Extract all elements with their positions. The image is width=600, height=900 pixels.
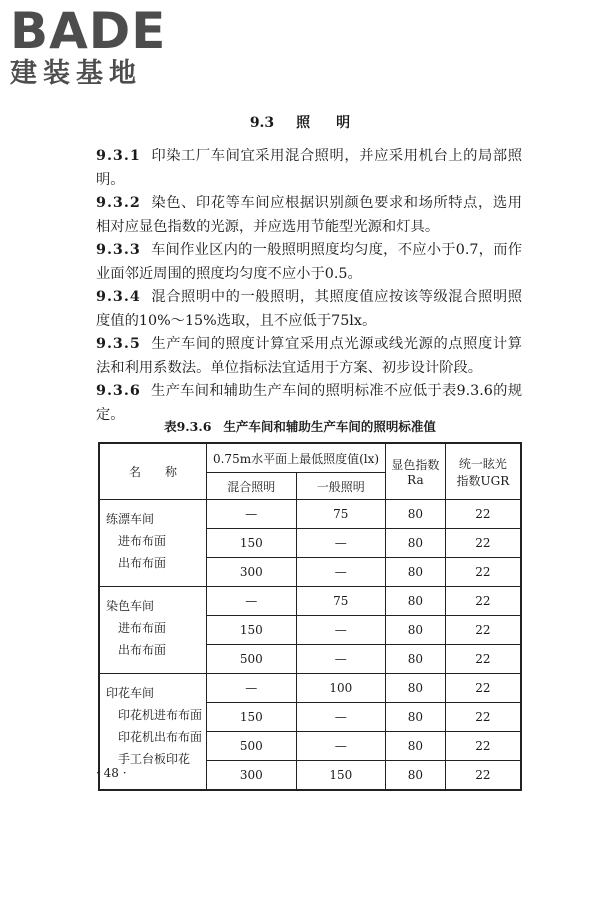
group-name: 染色车间 [106,599,155,613]
clause-9-3-3 [96,239,522,286]
sub-item-name: 印花机进布布面 [106,708,203,722]
section-number: 9.3 [249,115,275,131]
clause-text: 生产车间和辅助生产车间的照明标准不应低于表9.3.6的规定。 [96,383,522,423]
cell-general: 75 [296,500,386,529]
clause-text: 生产车间的照度计算宜采用点光源或线光源的点照度计算法和利用系数法。单位指标法宜适用于方案、初步设计阶段。 [96,336,522,376]
section-title-part-b: 明 [336,115,351,131]
clause-9-3-1 [96,145,522,192]
cell-general: 100 [296,674,386,703]
cell-ra: 80 [386,587,446,616]
cell-mixed: 150 [207,616,297,645]
logo-subtitle: 建装基地 [10,58,142,89]
cell-ugr: 22 [445,529,521,558]
clause-9-3-4 [96,286,522,333]
table-row [99,587,521,616]
cell-mixed: 150 [207,529,297,558]
lighting-standard-table [98,442,522,791]
clause-number: 9.3.6 [96,383,141,399]
cell-general: 150 [296,761,386,791]
clause-text: 混合照明中的一般照明，其照度值应按该等级混合照明照度值的10%～15%选取，且不应低于75lx。 [96,289,522,329]
cell-general: — [296,645,386,674]
cell-mixed: — [207,500,297,529]
cell-mixed: 300 [207,558,297,587]
group-name: 练漂车间 [106,512,155,526]
header-illuminance: 0.75m水平面上最低照度值(lx) [207,443,386,473]
cell-general: — [296,616,386,645]
cell-ra: 80 [386,703,446,732]
cell-ugr: 22 [445,703,521,732]
cell-ugr: 22 [445,616,521,645]
header-mixed: 混合照明 [207,473,297,500]
sub-item-name: 印花机出布布面 [106,730,203,744]
cell-ugr: 22 [445,645,521,674]
header-ugr [445,443,521,500]
section-title [0,112,600,132]
cell-general: — [296,703,386,732]
group-name: 印花车间 [106,686,155,700]
clause-text: 车间作业区内的一般照明照度均匀度，不应小于0.7，而作业面邻近周围的照度均匀度不应小于0.5。 [96,242,522,282]
cell-ra: 80 [386,645,446,674]
clause-9-3-2 [96,192,522,239]
header-general: 一般照明 [296,473,386,500]
cell-ra: 80 [386,674,446,703]
clause-number: 9.3.4 [96,289,141,305]
table-caption-number: 表9.3.6 [164,419,212,434]
cell-mixed: 150 [207,703,297,732]
header-name: 名 称 [99,443,207,500]
cell-general: — [296,529,386,558]
clause-number: 9.3.1 [96,148,141,164]
sub-item-name: 手工台板印花 [106,752,191,766]
clause-number: 9.3.2 [96,195,141,211]
cell-mixed: — [207,587,297,616]
cell-ugr: 22 [445,558,521,587]
cell-mixed: 500 [207,732,297,761]
cell-ra: 80 [386,500,446,529]
cell-ra: 80 [386,558,446,587]
table-row [99,500,521,529]
brand-logo [10,2,180,90]
clause-text: 染色、印花等车间应根据识别颜色要求和场所特点，选用相对应显色指数的光源，并应选用节能型光源和灯具。 [96,195,522,235]
cell-ra: 80 [386,732,446,761]
table-row [99,674,521,703]
cell-general: — [296,558,386,587]
header-ra-line2: Ra [407,473,424,487]
table-caption [0,417,600,435]
header-ra [386,443,446,500]
table-caption-text: 生产车间和辅助生产车间的照明标准值 [223,419,436,434]
cell-ugr: 22 [445,674,521,703]
cell-mixed: 300 [207,761,297,791]
cell-ugr: 22 [445,587,521,616]
header-ugr-line1: 统一眩光 [458,456,507,471]
cell-mixed: — [207,674,297,703]
sub-item-name: 出布布面 [106,643,167,657]
section-title-part-a: 照 [296,115,311,131]
cell-general: — [296,732,386,761]
clause-9-3-5 [96,333,522,380]
group-name-cell [99,587,207,674]
header-ra-line1: 显色指数 [391,458,440,472]
sub-item-name: 进布布面 [106,621,167,635]
cell-ugr: 22 [445,732,521,761]
cell-ugr: 22 [445,500,521,529]
clause-number: 9.3.3 [96,242,141,258]
cell-ugr: 22 [445,761,521,791]
group-name-cell [99,500,207,587]
cell-general: 75 [296,587,386,616]
logo-wordmark: BADE [10,2,167,60]
clause-number: 9.3.5 [96,336,141,352]
header-ugr-line2: 指数UGR [456,473,510,488]
cell-ra: 80 [386,616,446,645]
cell-mixed: 500 [207,645,297,674]
cell-ra: 80 [386,529,446,558]
clause-text: 印染工厂车间宜采用混合照明，并应采用机台上的局部照明。 [96,148,522,188]
sub-item-name: 进布布面 [106,534,167,548]
sub-item-name: 出布布面 [106,556,167,570]
cell-ra: 80 [386,761,446,791]
page-number: · 48 · [96,766,127,780]
